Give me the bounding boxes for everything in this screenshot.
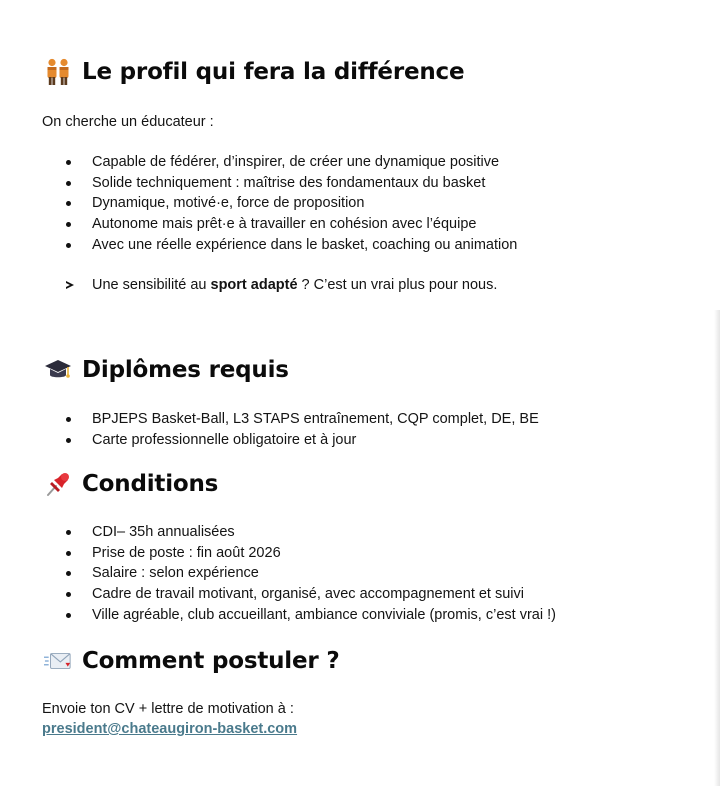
list-item	[0, 605, 556, 626]
profile-list	[0, 152, 517, 256]
list-item	[0, 543, 556, 564]
conditions-heading	[44, 470, 218, 498]
note-text-after: ? C’est un vrai plus pour nous.	[297, 277, 498, 293]
list-item	[0, 584, 556, 605]
bullet-dot	[66, 160, 71, 165]
list-item-text: Cadre de travail motivant, organisé, avec accompagnement et suivi	[92, 586, 524, 603]
conditions-title: Conditions	[82, 471, 219, 497]
email-link[interactable]: president@chateaugiron-basket.com	[42, 721, 298, 737]
list-item-text: Avec une réelle expérience dans le basket, coaching ou animation	[92, 236, 518, 253]
apply-instruction: Envoie ton CV + lettre de motivation à :	[42, 701, 294, 717]
bullet-dot	[66, 438, 71, 443]
sport-adapte-note	[0, 275, 497, 295]
bullet-dot	[66, 222, 71, 227]
graduation-cap-icon	[44, 356, 72, 384]
profile-heading	[44, 58, 464, 86]
bullet-dot	[66, 243, 71, 248]
list-item	[0, 563, 556, 584]
bullet-dot	[66, 551, 71, 556]
profile-intro: On cherche un éducateur :	[42, 114, 214, 130]
list-item-text: Dynamique, motivé·e, force de proposition	[92, 195, 365, 212]
list-item	[0, 214, 517, 235]
list-item-text: Solide techniquement : maîtrise des fondamentaux du basket	[92, 174, 486, 191]
profile-title: Le profil qui fera la différence	[82, 59, 465, 85]
list-item-text: Prise de poste : fin août 2026	[92, 544, 281, 561]
conditions-list	[0, 522, 556, 626]
incoming-envelope-icon	[44, 647, 72, 675]
list-item	[0, 235, 517, 256]
apply-title: Comment postuler ?	[82, 648, 340, 674]
two-people-icon	[44, 58, 72, 86]
list-item-text: Salaire : selon expérience	[92, 565, 259, 582]
list-item	[0, 409, 539, 430]
bullet-dot	[66, 613, 71, 618]
diplomas-title: Diplômes requis	[82, 357, 289, 383]
list-item	[0, 430, 539, 451]
bullet-dot	[66, 530, 71, 535]
bullet-dot	[66, 592, 71, 597]
list-item	[0, 152, 517, 173]
pushpin-icon	[44, 470, 72, 498]
list-item-text: Autonome mais prêt·e à travailler en cohésion avec l’équipe	[92, 216, 477, 233]
list-item-text: CDI– 35h annualisées	[92, 524, 235, 540]
bullet-dot	[66, 181, 71, 186]
arrow-bullet-icon	[66, 281, 74, 289]
list-item-text: Capable de fédérer, d’inspirer, de créer une dynamique positive	[92, 154, 500, 170]
bullet-dot	[66, 571, 71, 576]
note-text-before: Une sensibilité au	[92, 277, 211, 293]
list-item-text: Ville agréable, club accueillant, ambiance conviviale (promis, c’est vrai !)	[92, 606, 556, 623]
diplomas-list	[0, 409, 539, 450]
list-item-text: Carte professionnelle obligatoire et à jour	[92, 431, 357, 448]
note-text-bold: sport adapté	[210, 277, 298, 293]
list-item	[0, 173, 517, 194]
page-edge-shadow	[714, 310, 720, 786]
list-item	[0, 522, 556, 543]
diplomas-heading	[44, 356, 289, 384]
bullet-dot	[66, 201, 71, 206]
list-item-text: BPJEPS Basket-Ball, L3 STAPS entraînement, CQP complet, DE, BE	[92, 411, 539, 427]
list-item	[0, 193, 517, 214]
bullet-dot	[66, 417, 71, 422]
apply-heading	[44, 647, 340, 675]
